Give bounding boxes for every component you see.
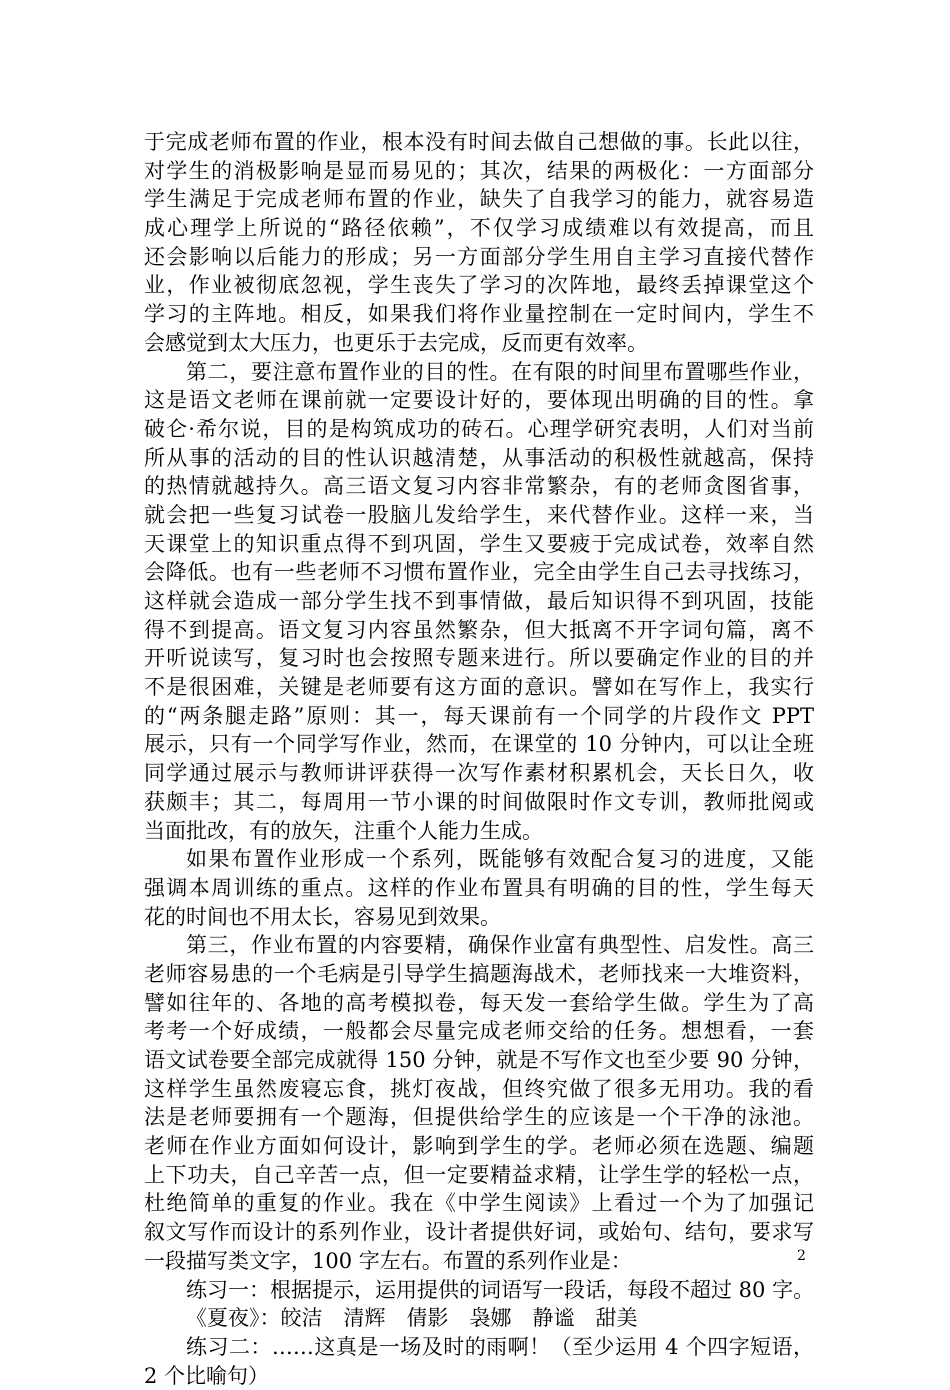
text-line: 学习的主阵地。相反，如果我们将作业量控制在一定时间内，学生不 <box>144 302 814 327</box>
text-line: 这样学生虽然废寝忘食，挑灯夜战，但终究做了很多无用功。我的看 <box>144 1076 814 1101</box>
text-line: 花的时间也不用太长，容易见到效果。 <box>144 904 501 929</box>
text-line: 如果布置作业形成一个系列，既能够有效配合复习的进度，又能 <box>186 847 814 872</box>
text-line: 不是很困难，关键是老师要有这方面的意识。譬如在写作上，我实行 <box>144 675 814 700</box>
text-line: 成心理学上所说的“路径依赖”，不仅学习成绩难以有效提高，而且 <box>144 216 814 241</box>
text-line: 当面批改，有的放矢，注重个人能力生成。 <box>144 818 543 843</box>
text-line: 第二，要注意布置作业的目的性。在有限的时间里布置哪些作业， <box>186 359 814 384</box>
text-line: 获颇丰；其二，每周用一节小课的时间做限时作文专训，教师批阅或 <box>144 789 814 814</box>
text-line: 同学通过展示与教师讲评获得一次写作素材积累机会，天长日久，收 <box>144 761 814 786</box>
text-line: 所从事的活动的目的性认识越清楚，从事活动的积极性就越高，保持 <box>144 445 814 470</box>
text-line: 这是语文老师在课前就一定要设计好的，要体现出明确的目的性。拿 <box>144 388 814 413</box>
text-line: 会降低。也有一些老师不习惯布置作业，完全由学生自己去寻找练习， <box>144 560 814 585</box>
text-line: 《夏夜》：皎洁 清辉 倩影 袅娜 静谧 甜美 <box>186 1306 638 1331</box>
text-line: 第三，作业布置的内容要精，确保作业富有典型性、启发性。高三 <box>186 933 814 958</box>
text-line: 展示，只有一个同学写作业，然而，在课堂的 10 分钟内，可以让全班 <box>144 732 814 757</box>
text-line: 对学生的消极影响是显而易见的；其次，结果的两极化：一方面部分 <box>144 158 814 183</box>
text-line: 得不到提高。语文复习内容虽然繁杂，但大抵离不开字词句篇，离不 <box>144 617 814 642</box>
text-line: 就会把一些复习试卷一股脑儿发给学生，来代替作业。这样一来，当 <box>144 502 814 527</box>
text-line: 这样就会造成一部分学生找不到事情做，最后知识得不到巩固，技能 <box>144 589 814 613</box>
text-line: 老师在作业方面如何设计，影响到学生的学。老师必须在选题、编题 <box>144 1134 814 1159</box>
text-line: 杜绝简单的重复的作业。我在《中学生阅读》上看过一个为了加强记 <box>144 1191 814 1216</box>
text-line: 于完成老师布置的作业，根本没有时间去做自己想做的事。长此以往， <box>144 130 814 154</box>
text-line: 譬如往年的、各地的高考模拟卷，每天发一套给学生做。学生为了高 <box>144 990 814 1015</box>
text-line: 叙文写作而设计的系列作业，设计者提供好词，或始句、结句，要求写 <box>144 1220 814 1245</box>
text-line: 的“两条腿走路”原则：其一，每天课前有一个同学的片段作文 PPT <box>144 703 814 728</box>
text-line: 2 个比喻句） <box>144 1363 270 1388</box>
text-line: 老师容易患的一个毛病是引导学生搞题海战术，老师找来一大堆资料， <box>144 961 814 986</box>
page-number: 2 <box>797 1248 806 1264</box>
text-line: 考考一个好成绩，一般都会尽量完成老师交给的任务。想想看，一套 <box>144 1019 814 1044</box>
text-line: 学生满足于完成老师布置的作业，缺失了自我学习的能力，就容易造 <box>144 187 814 212</box>
text-line: 一段描写类文字，100 字左右。布置的系列作业是： <box>144 1248 632 1273</box>
text-line: 还会影响以后能力的形成；另一方面部分学生用自主学习直接代替作 <box>144 244 814 269</box>
text-line: 业，作业被彻底忽视，学生丧失了学习的次阵地，最终丢掉课堂这个 <box>144 273 814 298</box>
text-line: 法是老师要拥有一个题海，但提供给学生的应该是一个干净的泳池。 <box>144 1105 814 1130</box>
text-line: 会感觉到太大压力，也更乐于去完成，反而更有效率。 <box>144 330 648 355</box>
text-line: 练习一：根据提示，运用提供的词语写一段话，每段不超过 80 字。 <box>186 1277 815 1302</box>
text-line: 破仑·希尔说，目的是构筑成功的砖石。心理学研究表明，人们对当前 <box>144 416 814 441</box>
text-line: 开听说读写，复习时也会按照专题来进行。所以要确定作业的目的并 <box>144 646 814 671</box>
text-line: 练习二：……这真是一场及时的雨啊！（至少运用 4 个四字短语， <box>186 1334 814 1359</box>
text-line: 天课堂上的知识重点得不到巩固，学生又要疲于完成试卷，效率自然 <box>144 531 814 556</box>
text-line: 强调本周训练的重点。这样的作业布置具有明确的目的性，学生每天 <box>144 875 814 900</box>
text-line: 上下功夫，自己辛苦一点，但一定要精益求精，让学生学的轻松一点， <box>144 1162 814 1187</box>
document-body <box>144 128 814 1390</box>
text-line: 语文试卷要全部完成就得 150 分钟，就是不写作文也至少要 90 分钟， <box>144 1048 814 1072</box>
text-line: 的热情就越持久。高三语文复习内容非常繁杂，有的老师贪图省事， <box>144 474 814 499</box>
